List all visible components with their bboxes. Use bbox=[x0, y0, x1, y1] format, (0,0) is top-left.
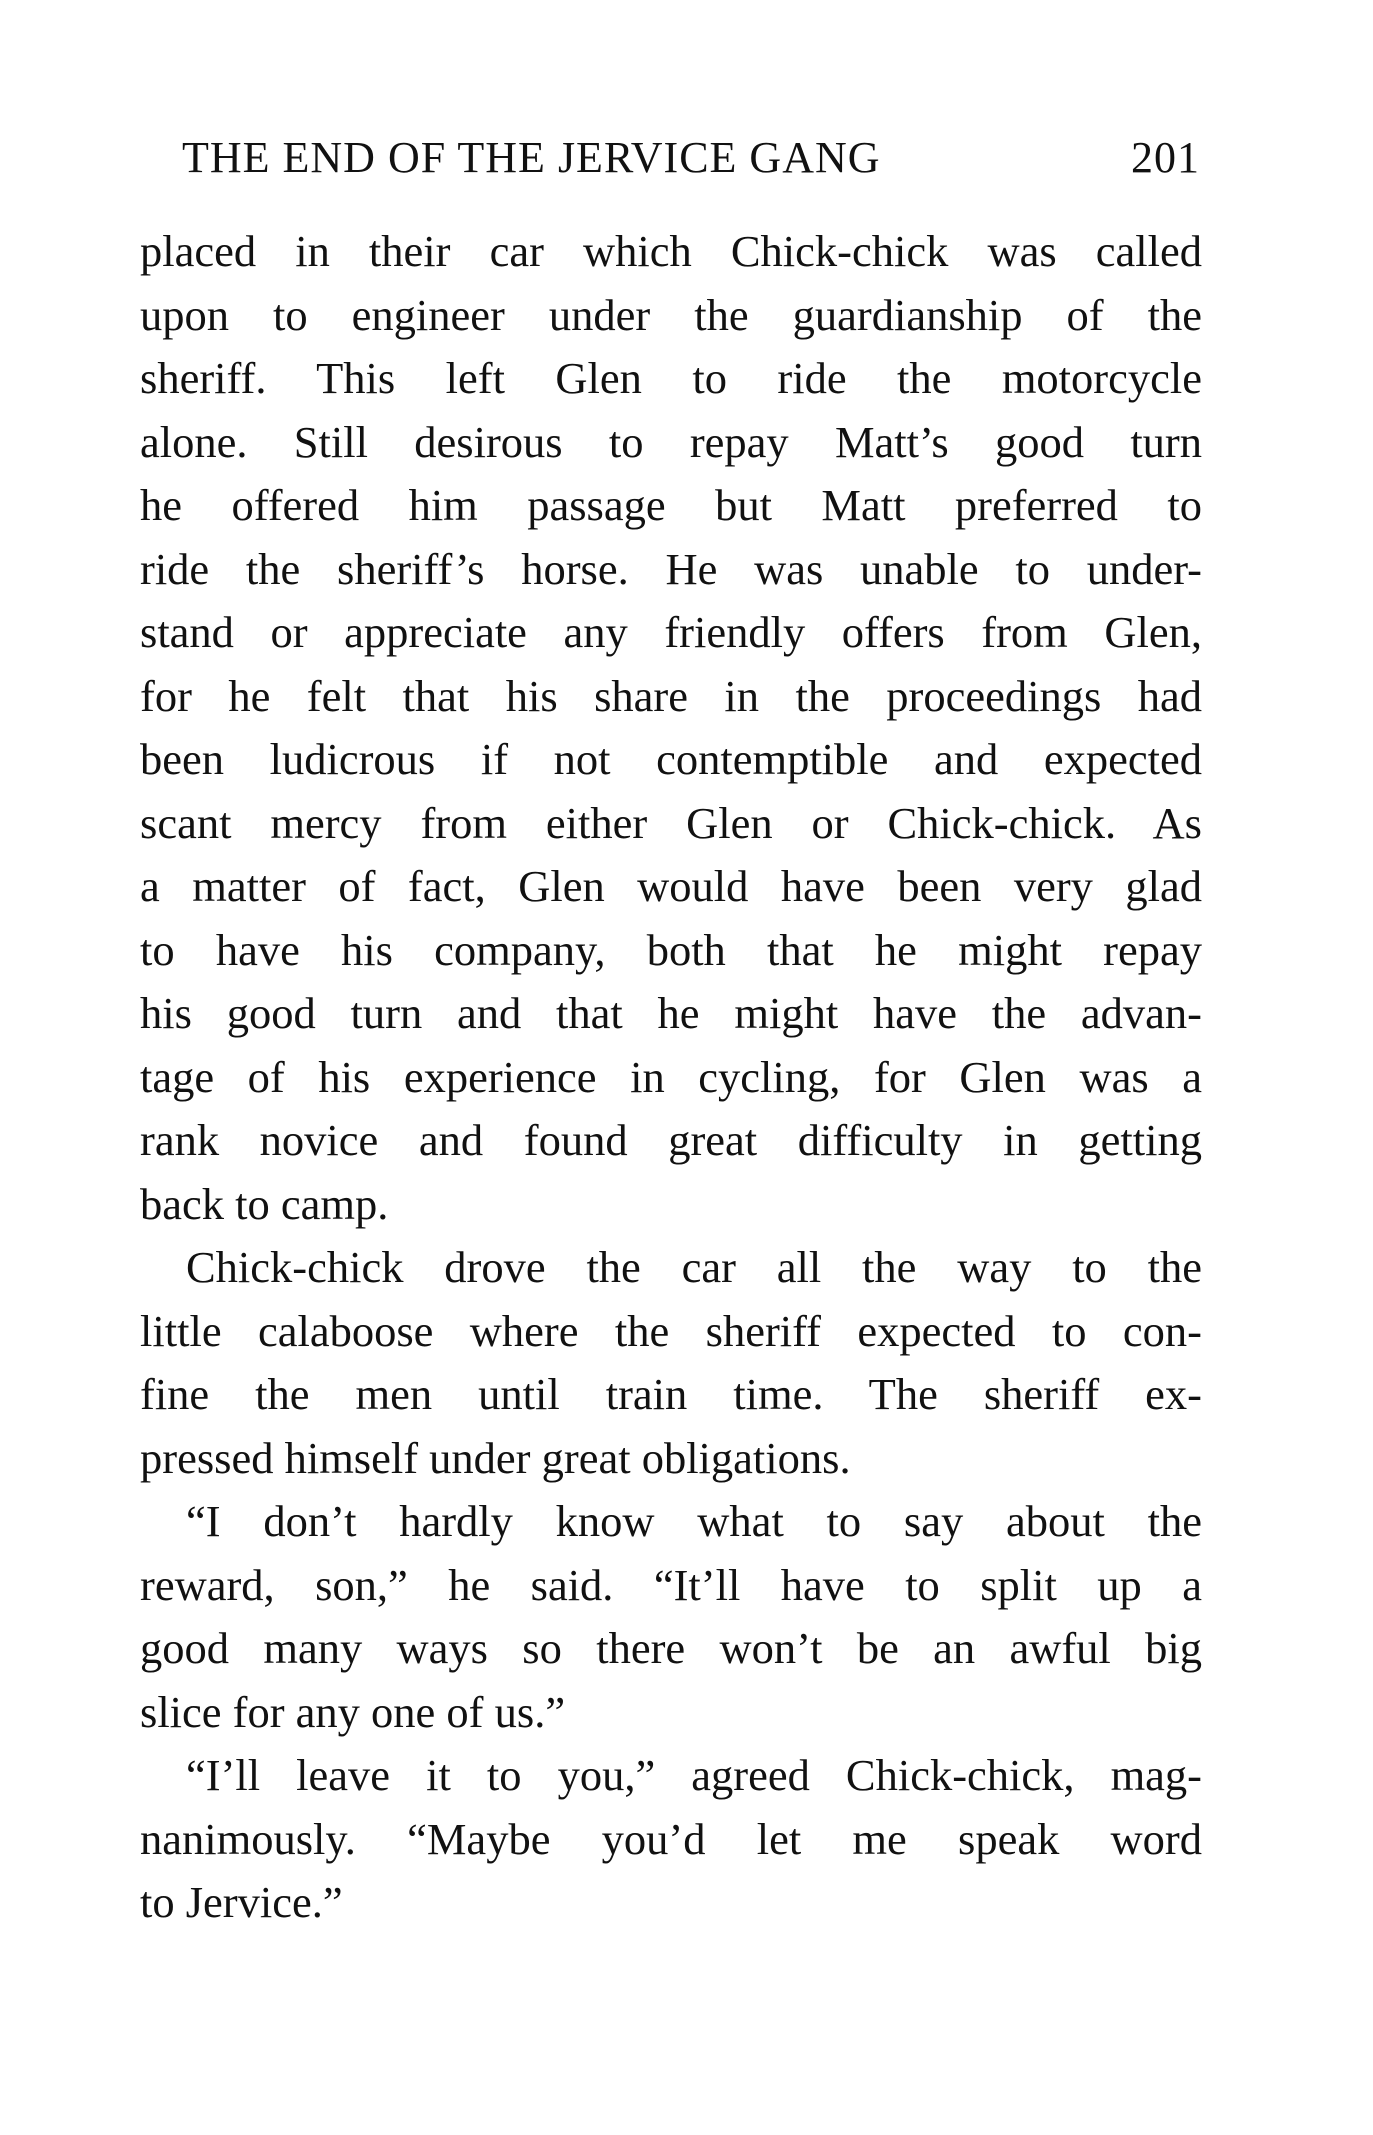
text-line bbox=[140, 347, 1202, 411]
text-line bbox=[140, 1173, 1202, 1237]
text-line-content: scant mercy from either Glen or Chick-chick. As bbox=[140, 797, 1202, 848]
text-line-content: been ludicrous if not contemptible and expected bbox=[140, 734, 1202, 784]
text-line-content: pressed himself under great obligations. bbox=[140, 1432, 851, 1483]
text-line bbox=[140, 1554, 1202, 1618]
text-line-content: nanimously. “Maybe you’d let me speak word bbox=[140, 1813, 1202, 1864]
text-line bbox=[140, 284, 1202, 348]
text-line bbox=[140, 1490, 1202, 1554]
body-text bbox=[140, 220, 1202, 1935]
text-line-content: tage of his experience in cycling, for Glen was a bbox=[140, 1051, 1202, 1102]
text-line bbox=[140, 538, 1202, 602]
text-line-content: sheriff. This left Glen to ride the motorcycle bbox=[140, 353, 1202, 403]
text-line-content: Chick-chick drove the car all the way to the bbox=[186, 1242, 1202, 1292]
running-head bbox=[182, 128, 1200, 188]
text-line-content: good many ways so there won’t be an awful big bbox=[140, 1623, 1202, 1673]
text-line bbox=[140, 855, 1202, 919]
text-line bbox=[140, 919, 1202, 983]
text-line-content: a matter of fact, Glen would have been very glad bbox=[140, 861, 1202, 911]
text-line bbox=[140, 411, 1202, 475]
text-line-content: he offered him passage but Matt preferred to bbox=[140, 480, 1202, 530]
text-line bbox=[140, 1363, 1202, 1427]
text-line bbox=[140, 474, 1202, 538]
text-line-content: fine the men until train time. The sheriff ex- bbox=[140, 1369, 1202, 1419]
text-line-content: stand or appreciate any friendly offers from Glen, bbox=[140, 607, 1202, 657]
text-line bbox=[140, 1681, 1202, 1745]
text-line-content: “I don’t hardly know what to say about the bbox=[186, 1496, 1202, 1546]
text-line-content: ride the sheriff’s horse. He was unable to under- bbox=[140, 543, 1202, 594]
text-line-content: little calaboose where the sheriff expected to con- bbox=[140, 1305, 1202, 1356]
text-line-content: upon to engineer under the guardianship of the bbox=[140, 289, 1202, 340]
text-line-content: to have his company, both that he might repay bbox=[140, 924, 1202, 975]
chapter-title: THE END OF THE JERVICE GANG bbox=[182, 133, 881, 182]
text-line bbox=[140, 1109, 1202, 1173]
text-line bbox=[140, 1236, 1202, 1300]
text-line bbox=[140, 601, 1202, 665]
text-line bbox=[140, 1046, 1202, 1110]
text-line-content: alone. Still desirous to repay Matt’s good turn bbox=[140, 416, 1202, 467]
text-line-content: slice for any one of us.” bbox=[140, 1686, 566, 1737]
text-line bbox=[140, 665, 1202, 729]
text-line-content: “I’ll leave it to you,” agreed Chick-chick, mag- bbox=[186, 1750, 1202, 1800]
text-line bbox=[140, 1808, 1202, 1872]
text-line bbox=[140, 792, 1202, 856]
text-line-content: placed in their car which Chick-chick was called bbox=[140, 226, 1202, 276]
text-line-content: to Jervice.” bbox=[140, 1877, 343, 1927]
text-line bbox=[140, 1744, 1202, 1808]
text-line bbox=[140, 1617, 1202, 1681]
text-line bbox=[140, 1871, 1202, 1935]
text-line bbox=[140, 1300, 1202, 1364]
text-line bbox=[140, 1427, 1202, 1491]
page-number: 201 bbox=[1131, 133, 1200, 182]
text-line bbox=[140, 220, 1202, 284]
text-line-content: reward, son,” he said. “It’ll have to split up a bbox=[140, 1559, 1202, 1610]
text-line bbox=[140, 728, 1202, 792]
text-line-content: for he felt that his share in the proceedings had bbox=[140, 670, 1202, 721]
text-line bbox=[140, 982, 1202, 1046]
text-line-content: rank novice and found great difficulty in getting bbox=[140, 1115, 1202, 1165]
text-line-content: back to camp. bbox=[140, 1178, 389, 1229]
text-line-content: his good turn and that he might have the advan- bbox=[140, 988, 1202, 1038]
